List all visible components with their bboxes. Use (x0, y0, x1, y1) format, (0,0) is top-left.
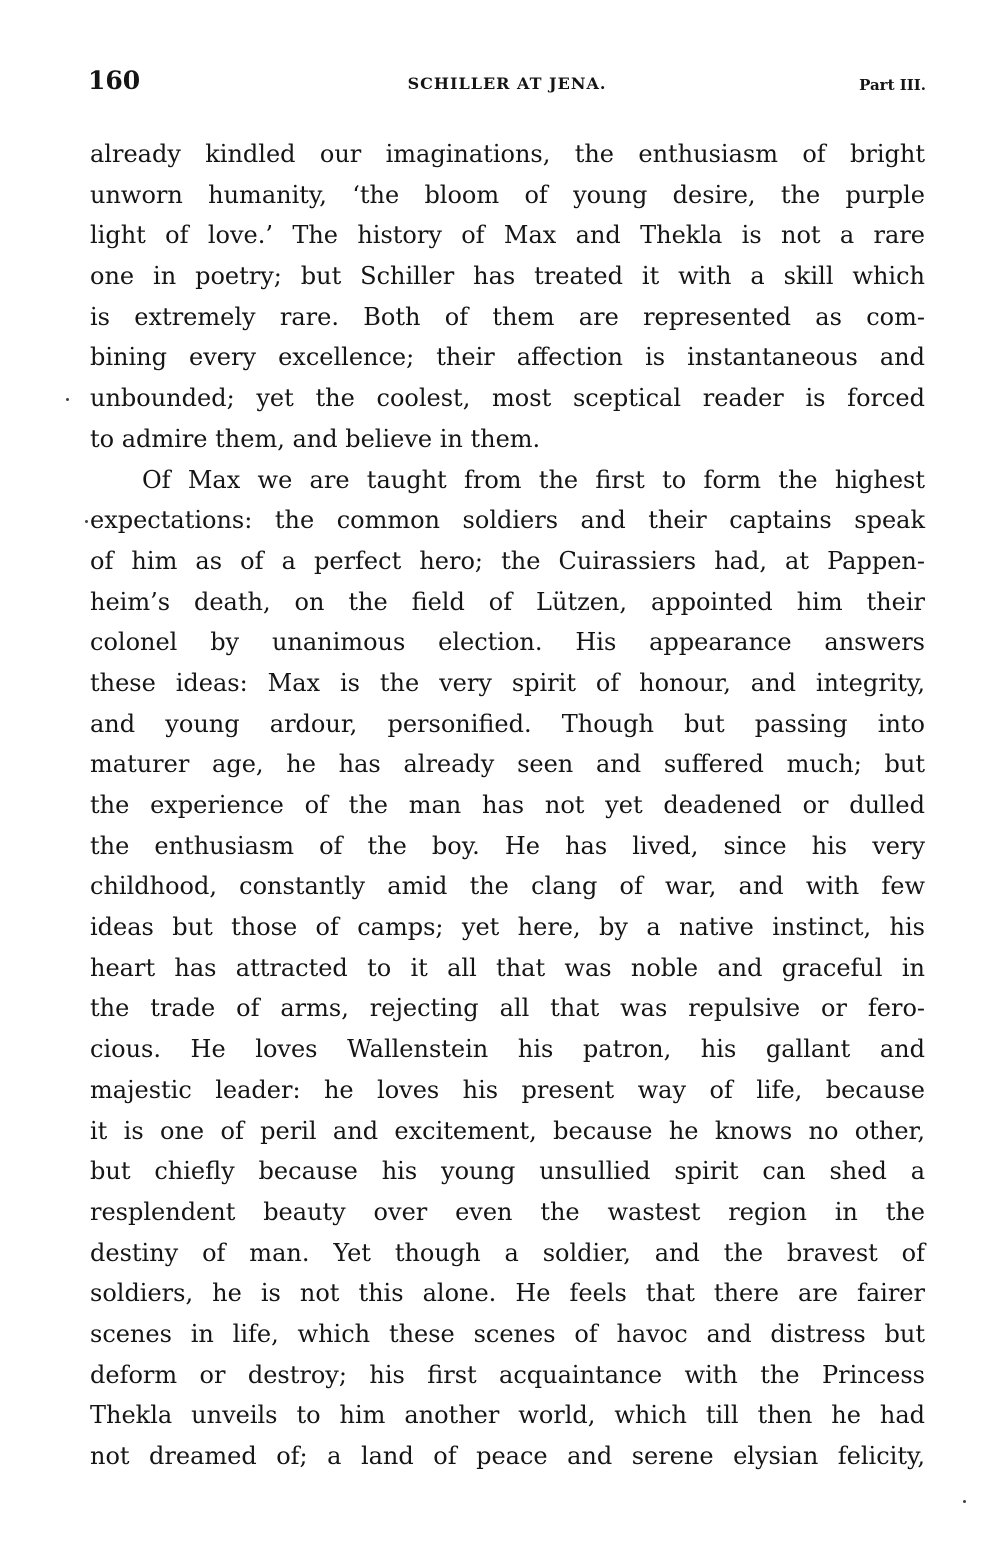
text-line: cious. He loves Wallenstein his patron, his gallant and (90, 1035, 925, 1064)
paragraph-1 (90, 134, 925, 460)
text-line: one in poetry; but Schiller has treated it with a skill which (90, 262, 925, 291)
text-line: soldiers, he is not this alone. He feels that there are fairer (90, 1279, 925, 1308)
text-line: it is one of peril and excitement, because he knows no other, (90, 1116, 925, 1145)
text-line: majestic leader: he loves his present way of life, because (90, 1075, 925, 1104)
text-line: and young ardour, personified. Though but passing into (90, 709, 925, 738)
text-line: heim’s death, on the field of Lützen, appointed him their (90, 587, 925, 616)
text-line: destiny of man. Yet though a soldier, and the bravest of (90, 1238, 925, 1267)
text-line: the experience of the man has not yet deadened or dulled (90, 791, 925, 819)
text-line: Thekla unveils to him another world, which till then he had (90, 1401, 925, 1430)
scan-speck (963, 1500, 966, 1503)
text-line: unworn humanity, ‘the bloom of young desire, the purple (90, 180, 925, 209)
body-text (90, 134, 925, 1477)
scan-speck (85, 520, 88, 523)
text-line: light of love.’ The history of Max and Thekla is not a rare (90, 221, 925, 250)
text-line: of him as of a perfect hero; the Cuirassiers had, at Pappen- (90, 546, 925, 575)
text-line: deform or destroy; his first acquaintance with the Princess (90, 1360, 925, 1389)
text-line: is extremely rare. Both of them are represented as com- (90, 302, 925, 331)
text-line: unbounded; yet the coolest, most sceptical reader is forced (90, 384, 925, 413)
text-line: Of Max we are taught from the first to form the highest (142, 465, 925, 494)
text-line: bining every excellence; their affection is instantaneous and (90, 343, 925, 372)
text-line: expectations: the common soldiers and their captains speak (90, 506, 925, 535)
part-label: Part III. (859, 76, 926, 94)
text-line: maturer age, he has already seen and suffered much; but (90, 750, 925, 779)
text-line: resplendent beauty over even the wastest region in the (90, 1197, 925, 1226)
text-line: these ideas: Max is the very spirit of honour, and integrity, (90, 668, 925, 697)
text-line: the enthusiasm of the boy. He has lived, since his very (90, 831, 925, 860)
text-line: heart has attracted to it all that was noble and graceful in (90, 953, 925, 982)
text-line: the trade of arms, rejecting all that was repulsive or fero- (90, 994, 925, 1023)
running-head (88, 66, 926, 102)
text-line: childhood, constantly amid the clang of war, and with few (90, 872, 925, 901)
text-line: not dreamed of; a land of peace and serene elysian felicity, (90, 1442, 925, 1470)
running-title: SCHILLER AT JENA. (407, 74, 607, 93)
page-number: 160 (88, 66, 141, 95)
text-line: but chiefly because his young unsullied spirit can shed a (90, 1157, 925, 1186)
paragraph-2 (90, 460, 925, 1477)
scan-speck (66, 398, 69, 401)
text-line: colonel by unanimous election. His appearance answers (90, 628, 925, 657)
text-line: to admire them, and believe in them. (90, 424, 541, 453)
text-line: ideas but those of camps; yet here, by a native instinct, his (90, 913, 925, 942)
text-line: already kindled our imaginations, the enthusiasm of bright (90, 140, 925, 168)
text-line: scenes in life, which these scenes of havoc and distress but (90, 1319, 925, 1348)
